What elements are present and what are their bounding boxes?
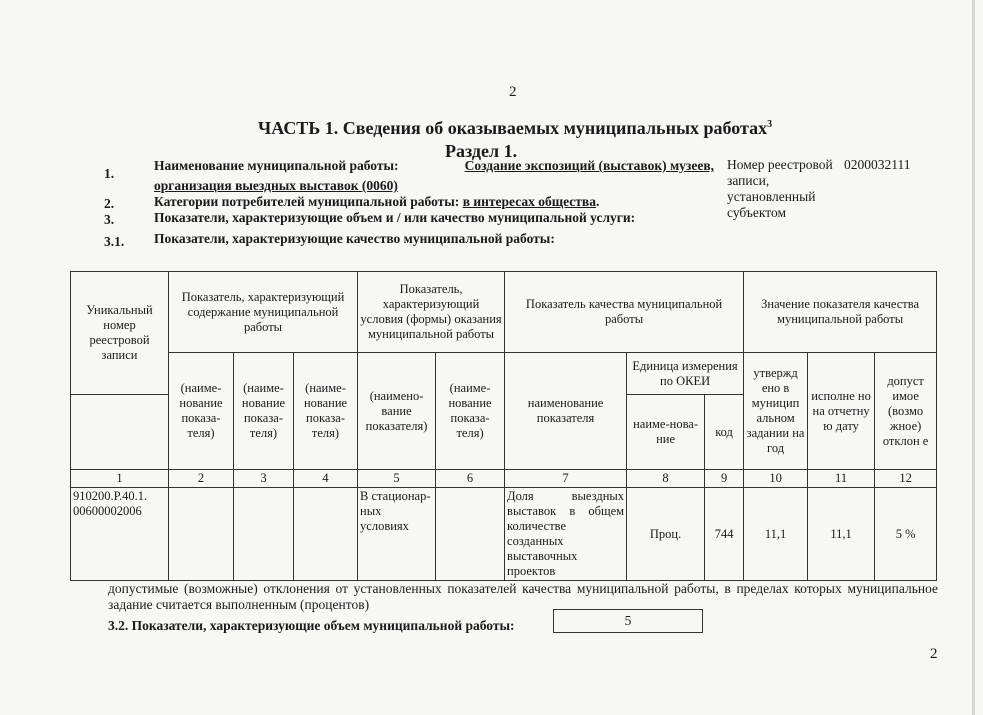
cell-empty [294, 488, 358, 581]
header-approved: утвержд ено в муницип альном задании на год [744, 353, 808, 470]
cell-condition: В стационар-ных условиях [358, 488, 436, 581]
item-3-label: Показатели, характеризующие объем и / или качество муниципальной услуги: [154, 210, 636, 225]
quality-indicators-table [70, 271, 937, 581]
item-2-label: Категории потребителей муниципальной работы: [154, 194, 460, 209]
header-unique-number-spacer [71, 395, 169, 470]
header-quality-indicator: Показатель качества муниципальной работы [505, 272, 744, 353]
header-unit: Единица измерения по ОКЕИ [627, 353, 744, 395]
col-number: 10 [744, 470, 808, 488]
col-number: 7 [505, 470, 627, 488]
cell-empty [169, 488, 234, 581]
col-number: 9 [705, 470, 744, 488]
cell-empty [436, 488, 505, 581]
item-31-number: 3.1. [104, 234, 125, 249]
cell-registry-code: 910200.Р.40.1. 00600002006 [71, 488, 169, 581]
table-row [71, 488, 937, 581]
part-title [258, 118, 772, 139]
page-number-top: 2 [509, 84, 517, 100]
item-1-value-line1: Создание экспозиций (выставок) музеев, [464, 158, 714, 173]
item-2-number: 2. [104, 196, 115, 211]
col-number: 2 [169, 470, 234, 488]
col-number: 3 [234, 470, 294, 488]
header-deviation: допуст имое (возмо жное) отклон е [875, 353, 937, 470]
registry-line-1: Номер реестровой [727, 157, 833, 172]
cell-code: 744 [705, 488, 744, 581]
item-1-value-line2: организация выездных выставок (0060) [154, 178, 398, 193]
col-number: 12 [875, 470, 937, 488]
page-number-bottom: 2 [930, 646, 938, 662]
page-edge [972, 0, 975, 715]
cell-unit: Проц. [627, 488, 705, 581]
header-indicator-name: наименование показателя [505, 353, 627, 470]
header-col4-name: (наиме-нование показа-теля) [294, 353, 358, 470]
registry-number: 0200032111 [844, 157, 911, 172]
registry-line-2: записи, [727, 173, 770, 188]
header-unique-number: Уникальный номер реестровой записи [71, 272, 169, 395]
section-title: Раздел 1. [445, 141, 518, 161]
part-title-text: ЧАСТЬ 1. Сведения об оказываемых муниципальных работах [258, 118, 768, 138]
header-unit-name: наиме-нова-ние [627, 395, 705, 470]
item-1-number: 1. [104, 166, 115, 181]
registry-caption [727, 157, 833, 221]
item-31-label: Показатели, характеризующие качество муниципальной работы: [154, 231, 555, 246]
header-col5-name: (наимено-вание показателя) [358, 353, 436, 470]
col-number: 11 [808, 470, 875, 488]
col-number: 4 [294, 470, 358, 488]
item-2-value: в интересах общества [462, 194, 596, 209]
header-col3-name: (наиме-нование показа-теля) [234, 353, 294, 470]
footnote-mark: 3 [767, 119, 773, 130]
header-quality-value: Значение показателя качества муниципальной работы [744, 272, 937, 353]
col-number: 5 [358, 470, 436, 488]
volume-value-box: 5 [553, 609, 703, 633]
header-conditions-indicator: Показатель, характеризующий условия (формы) оказания муниципальной работы [358, 272, 505, 353]
cell-approved: 11,1 [744, 488, 808, 581]
header-col2-name: (наиме-нование показа-теля) [169, 353, 234, 470]
cell-indicator: Доля выездных выставок в общем количестве созданных выставочных проектов [505, 488, 627, 581]
cell-executed: 11,1 [808, 488, 875, 581]
header-content-indicator: Показатель, характеризующий содержание муниципальной работы [169, 272, 358, 353]
item-1-line [154, 158, 714, 174]
header-unit-code: код [705, 395, 744, 470]
header-executed: исполне но на отчетну ю дату [808, 353, 875, 470]
deviation-note: допустимые (возможные) отклонения от установленных показателей качества муниципальной работы, в пределах которых муниципальное задание считается выполненным (процентов) [108, 581, 938, 612]
col-number: 8 [627, 470, 705, 488]
header-col6-name: (наиме-нование показа-теля) [436, 353, 505, 470]
cell-deviation: 5 % [875, 488, 937, 581]
cell-empty [234, 488, 294, 581]
col-number: 6 [436, 470, 505, 488]
item-1-label: Наименование муниципальной работы: [154, 158, 399, 173]
registry-line-3: установленный [727, 189, 816, 204]
volume-label: 3.2. Показатели, характеризующие объем муниципальной работы: [108, 618, 515, 633]
item-3-number: 3. [104, 212, 115, 227]
col-number: 1 [71, 470, 169, 488]
item-2-line: Категории потребителей муниципальной работы: в интересах общества. [154, 194, 600, 209]
registry-line-4: субъектом [727, 205, 787, 220]
